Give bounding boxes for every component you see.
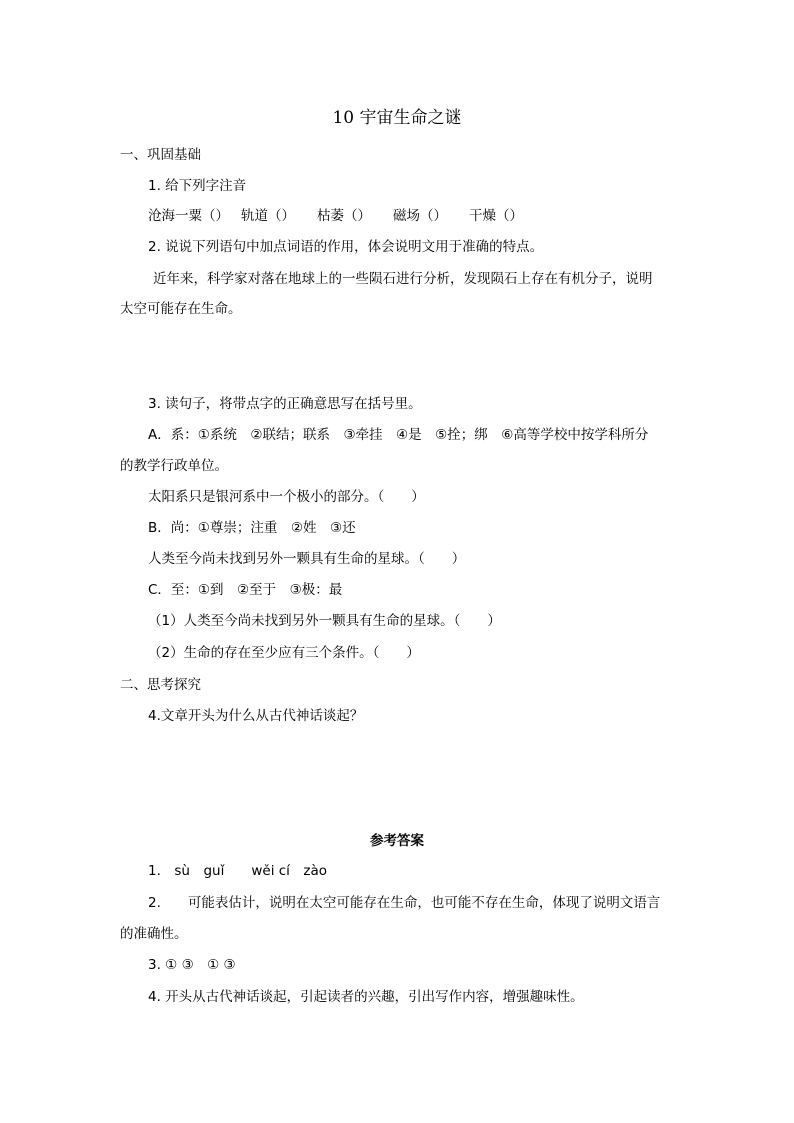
section2-heading: 二、思考探究 [120,677,201,693]
q1-item: 轨道（） [241,208,295,224]
q3-prompt: 3. 读句子，将带点字的正确意思写在括号里。 [148,396,422,412]
answer-3: 3. ① ③ ① ③ [148,957,236,973]
page-title: 10 宇宙生命之谜 [332,108,462,128]
q2-prompt: 2. 说说下列语句中加点词语的作用，体会说明文用于准确的特点。 [148,239,544,255]
q2-sentence-line2: 太空可能存在生命。 [120,301,242,317]
q3-c-meanings: C．至：①到 ②至于 ③极：最 [148,582,343,598]
section1-heading: 一、巩固基础 [120,147,201,163]
q1-item: 磁场（） [393,208,447,224]
q3-c-sentence-1: （1）人类至今尚未找到另外一颗具有生命的星球。（ ） [148,613,501,629]
answer-2-line2: 的准确性。 [120,926,188,942]
q3-b-sentence: 人类至今尚未找到另外一颗具有生命的星球。（ ） [148,551,466,567]
answer-4: 4. 开头从古代神话谈起，引起读者的兴趣，引出写作内容，增强趣味性。 [148,989,584,1005]
q1-item: 干燥（） [469,208,523,224]
q3-a-meanings-line2: 的教学行政单位。 [120,458,228,474]
q4-prompt: 4.文章开头为什么从古代神话谈起？ [148,708,364,724]
q1-item: 枯萎（） [317,208,371,224]
q3-a-sentence: 太阳系只是银河系中一个极小的部分。（ ） [148,489,425,505]
answers-title: 参考答案 [370,833,424,849]
answer-1: 1. sù guǐ wěi cí zào [148,863,328,879]
q3-c-sentence-2: （2）生命的存在至少应有三个条件。（ ） [148,645,420,661]
q3-b-meanings: B．尚：①尊崇；注重 ②姓 ③还 [148,520,356,536]
q1-item: 沧海一粟（） [148,208,229,224]
q1-prompt: 1. 给下列字注音 [148,178,247,194]
answer-2-line1: 2. 可能表估计，说明在太空可能存在生命，也可能不存在生命，体现了说明文语言 [148,895,661,911]
q3-a-meanings-line1: A．系：①系统 ②联结；联系 ③牵挂 ④是 ⑤拴；绑 ⑥高等学校中按学科所分 [148,427,649,443]
q1-items [148,207,523,225]
q2-sentence-line1: 近年来，科学家对落在地球上的一些陨石进行分析，发现陨石上存在有机分子，说明 [153,271,653,287]
